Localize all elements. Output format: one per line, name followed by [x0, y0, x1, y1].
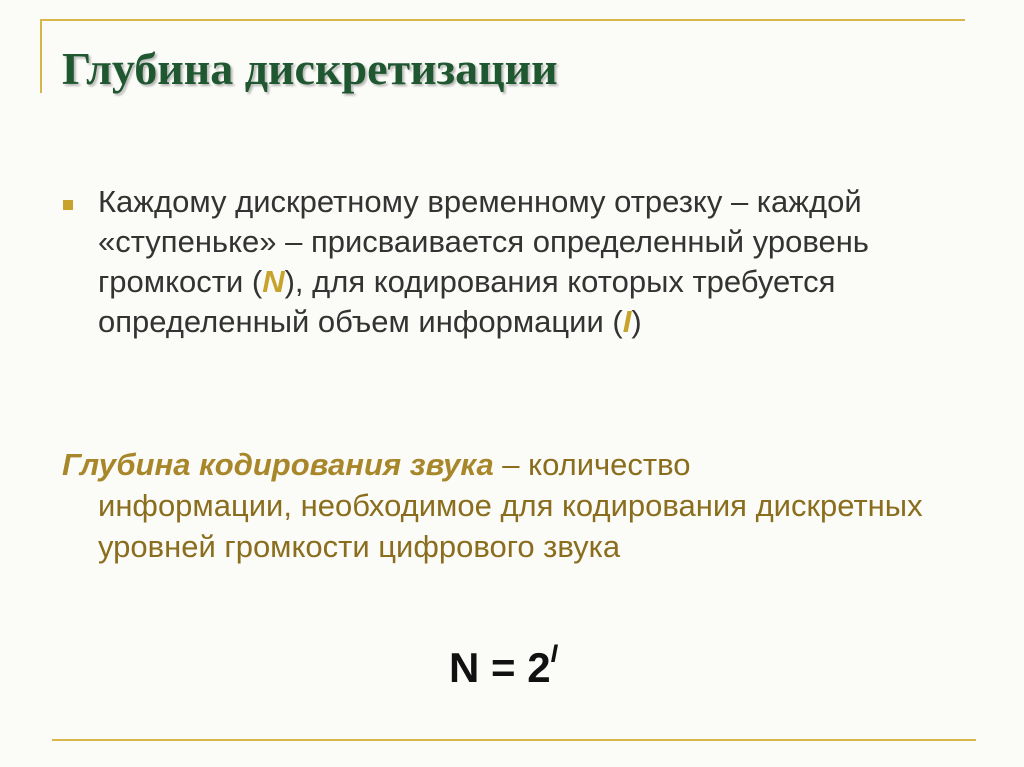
definition-dash: – количество — [493, 447, 691, 482]
bullet-text-part3: ) — [631, 304, 642, 339]
left-rule — [40, 19, 42, 93]
square-bullet-icon — [63, 200, 73, 210]
bullet-text-part2: ), для кодирования которых требуется определенный объем информации ( — [98, 264, 836, 339]
formula-exponent: I — [550, 640, 558, 668]
bullet-text — [98, 182, 958, 342]
top-rule — [40, 19, 965, 21]
bottom-rule — [52, 739, 976, 741]
definition-term: Глубина кодирования звука — [62, 447, 494, 482]
variable-i: I — [622, 304, 632, 339]
slide-title: Глубина дискретизации — [62, 43, 558, 94]
variable-n: N — [262, 264, 285, 299]
formula-base: N = 2 — [449, 644, 551, 691]
definition-rest: информации, необходимое для кодирования дискретных уровней громкости цифрового звука — [98, 488, 923, 564]
definition — [62, 444, 962, 567]
formula — [449, 640, 558, 692]
bullet-text-part1: Каждому дискретному временному отрезку – каждой «ступеньке» – присваивается определенный уровень громкости ( — [98, 184, 869, 299]
